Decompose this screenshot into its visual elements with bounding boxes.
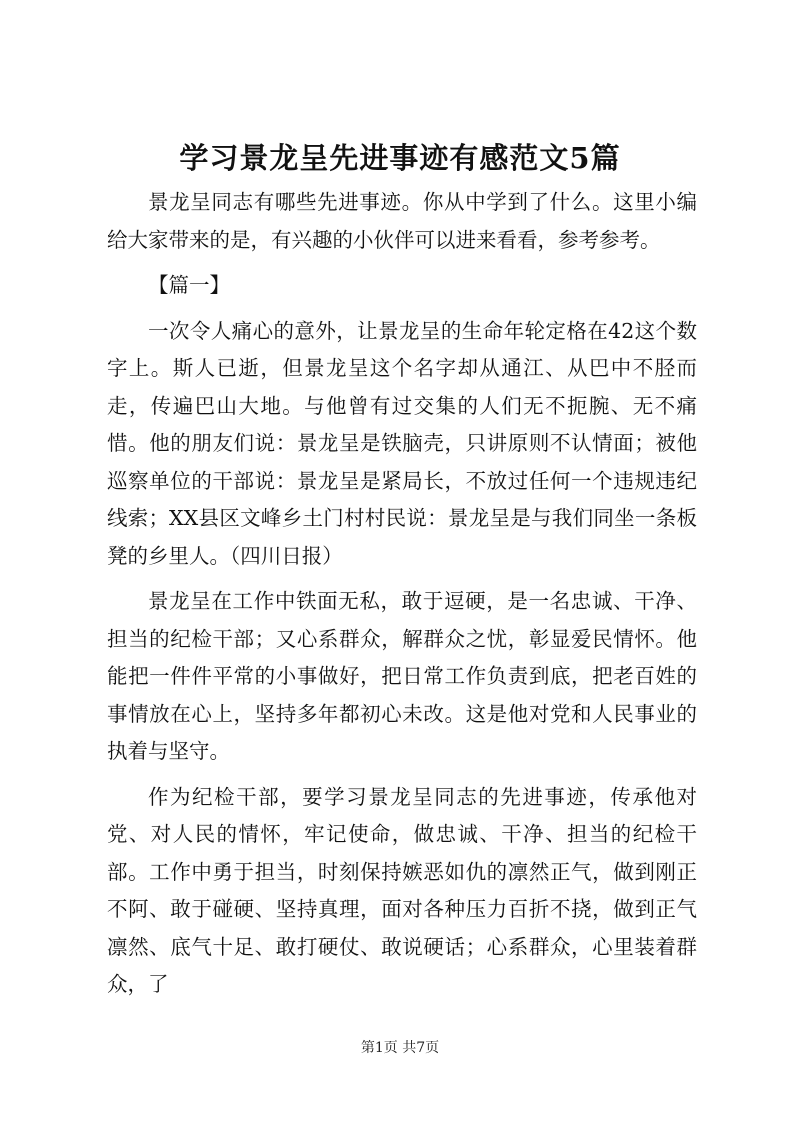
body-paragraph: 景龙呈在工作中铁面无私，敢于逗硬，是一名忠诚、干净、担当的纪检干部；又心系群众，解群众之忧，彰显爱民情怀。他能把一件件平常的小事做好，把日常工作负责到底，把老百姓的事情放在心上，坚持多年都初心未改。这是他对党和人民事业的执着与坚守。: [107, 589, 697, 763]
section-heading: 【篇一】: [148, 273, 230, 297]
intro-paragraph: 景龙呈同志有哪些先进事迹。你从中学到了什么。这里小编给大家带来的是，有兴趣的小伙伴可以进来看看，参考参考。: [107, 190, 697, 252]
page-footer: 第1页 共7页: [360, 1040, 440, 1056]
document-body: [107, 184, 697, 1012]
body-paragraph: 一次令人痛心的意外，让景龙呈的生命年轮定格在42这个数字上。斯人已逝，但景龙呈这个名字却从通江、从巴中不胫而走，传遍巴山大地。与他曾有过交集的人们无不扼腕、无不痛惜。他的朋友们说：景龙呈是铁脑壳，只讲原则不认情面；被他巡察单位的干部说：景龙呈是紧局长，不放过任何一个违规违纪线索；XX县区文峰乡土门村村民说：景龙呈是与我们同坐一条板凳的乡里人。（四川日报）: [107, 318, 697, 568]
body-paragraph: 作为纪检干部，要学习景龙呈同志的先进事迹，传承他对党、对人民的情怀，牢记使命，做忠诚、干净、担当的纪检干部。工作中勇于担当，时刻保持嫉恶如仇的凛然正气，做到刚正不阿、敢于碰硬、坚持真理，面对各种压力百折不挠，做到正气凛然、底气十足、敢打硬仗、敢说硬话；心系群众，心里装着群众，了: [107, 784, 697, 996]
document-title: 学习景龙呈先进事迹有感范文5篇: [179, 141, 621, 175]
